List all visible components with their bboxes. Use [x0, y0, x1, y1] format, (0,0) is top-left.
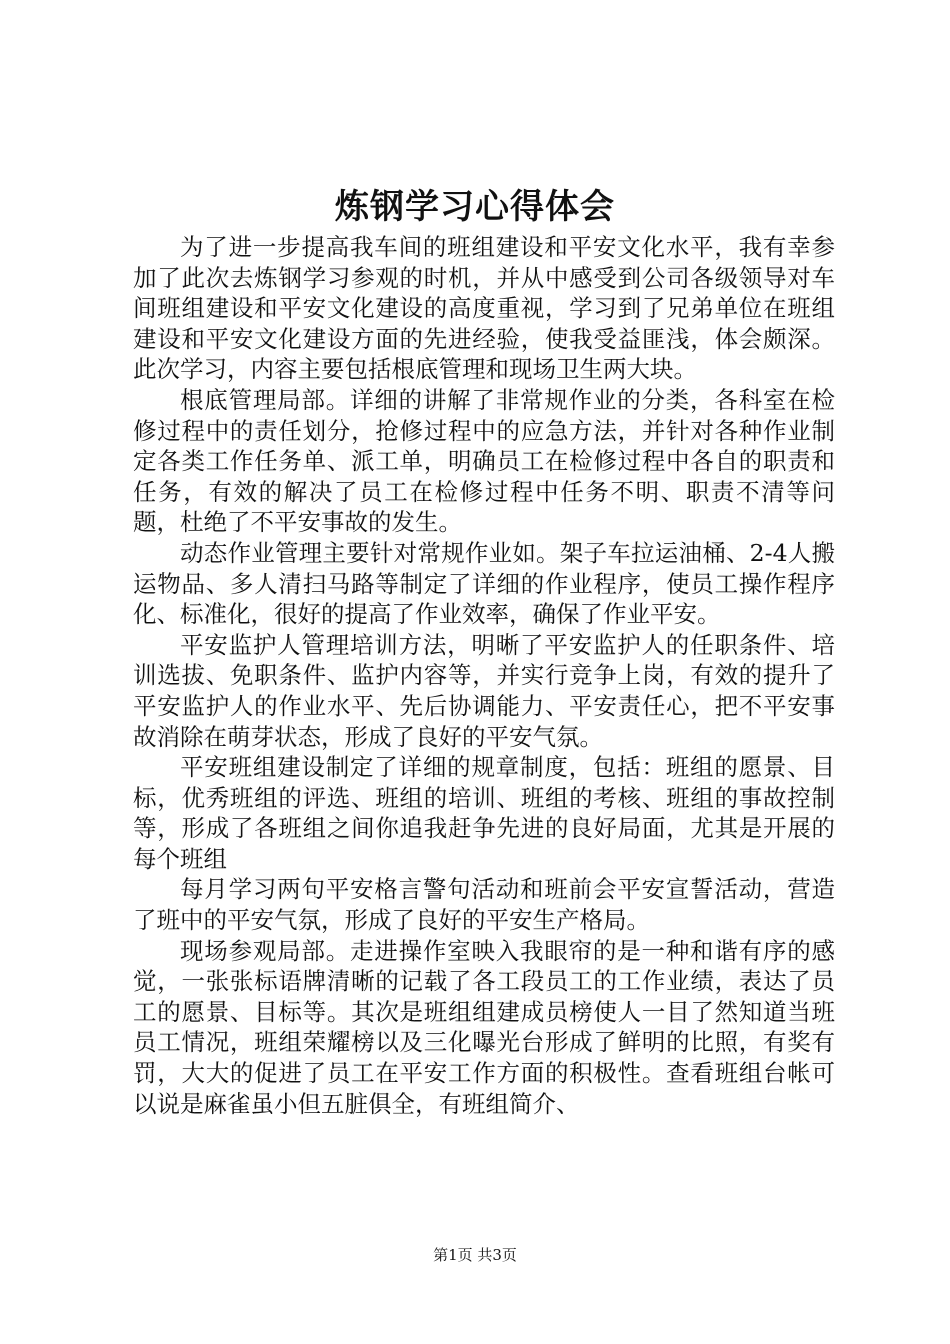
paragraph: 为了进一步提高我车间的班组建设和平安文化水平，我有幸参加了此次去炼钢学习参观的时机，并从中感受到公司各级领导对车间班组建设和平安文化建设的高度重视，学习到了兄弟单位在班组建设和平安文化建设方面的先进经验，使我受益匪浅，体会颇深。此次学习，内容主要包括根底管理和现场卫生两大块。 — [133, 233, 835, 384]
paragraph: 根底管理局部。详细的讲解了非常规作业的分类，各科室在检修过程中的责任划分，抢修过程中的应急方法，并针对各种作业制定各类工作任务单、派工单，明确员工在检修过程中各自的职责和任务，有效的解决了员工在检修过程中任务不明、职责不清等问题，杜绝了不平安事故的发生。 — [133, 385, 835, 537]
paragraph: 平安监护人管理培训方法，明晰了平安监护人的任职条件、培训选拔、免职条件、监护内容等，并实行竞争上岗，有效的提升了平安监护人的作业水平、先后协调能力、平安责任心，把不平安事故消除在萌芽状态，形成了良好的平安气氛。 — [133, 630, 835, 751]
paragraph: 平安班组建设制定了详细的规章制度，包括：班组的愿景、目标，优秀班组的评选、班组的培训、班组的考核、班组的事故控制等，形成了各班组之间你追我赶争先进的良好局面，尤其是开展的每个班组 — [133, 753, 835, 873]
page-footer: 第1页 共3页 — [433, 1246, 517, 1264]
paragraph: 动态作业管理主要针对常规作业如。架子车拉运油桶、2-4人搬运物品、多人清扫马路等制定了详细的作业程序，使员工操作程序化、标准化，很好的提高了作业效率，确保了作业平安。 — [133, 538, 835, 629]
paragraph: 每月学习两句平安格言警句活动和班前会平安宣誓活动，营造了班中的平安气氛，形成了良好的平安生产格局。 — [133, 875, 835, 935]
paragraph: 现场参观局部。走进操作室映入我眼帘的是一种和谐有序的感觉，一张张标语牌清晰的记载了各工段员工的工作业绩，表达了员工的愿景、目标等。其次是班组组建成员榜使人一目了然知道当班员工情况，班组荣耀榜以及三化曝光台形成了鲜明的比照，有奖有罚，大大的促进了员工在平安工作方面的积极性。查看班组台帐可以说是麻雀虽小但五脏俱全，有班组简介、 — [133, 936, 835, 1118]
document-body — [133, 232, 835, 1119]
document-title: 炼钢学习心得体会 — [335, 187, 615, 227]
